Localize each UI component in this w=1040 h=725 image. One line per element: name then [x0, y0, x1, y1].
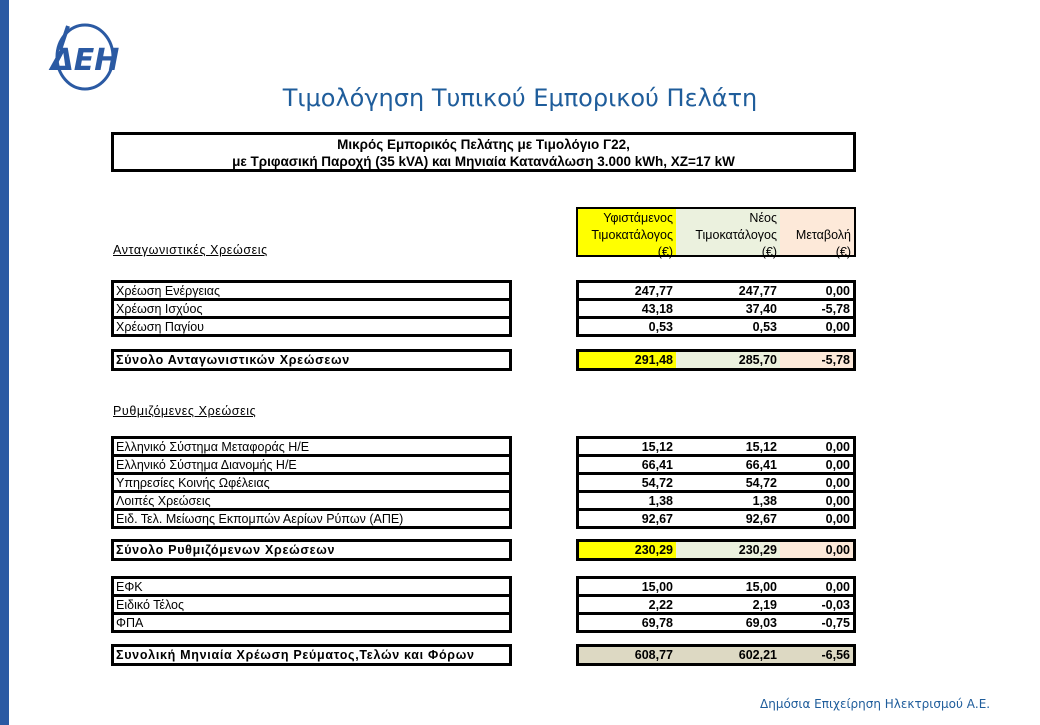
regulated-charges-label: Ρυθμιζόμενες Χρεώσεις	[113, 404, 257, 418]
header-new-tariff: Νέος Τιμοκατάλογος (€)	[676, 207, 780, 257]
customer-profile-box	[111, 132, 856, 172]
header-change: Μεταβολή (€)	[780, 207, 856, 257]
dei-logo	[52, 20, 118, 92]
profile-line-2: με Τριφασική Παροχή (35 kVA) και Μηνιαία Κατανάλωση 3.000 kWh, XZ=17 kW	[232, 154, 735, 169]
profile-line-1: Μικρός Εμπορικός Πελάτης με Τιμολόγιο Γ22,	[337, 137, 630, 152]
page-title: Τιμολόγηση Τυπικού Εμπορικού Πελάτη	[282, 84, 758, 112]
header-current-tariff: Υφιστάμενος Τιμοκατάλογος (€)	[576, 207, 676, 257]
competitive-charges-label: Ανταγωνιστικές Χρεώσεις	[113, 243, 268, 257]
logo-text: ΔΕΗ	[50, 43, 120, 78]
footer-company-name: Δημόσια Επιχείρηση Ηλεκτρισμού Α.Ε.	[760, 697, 991, 711]
